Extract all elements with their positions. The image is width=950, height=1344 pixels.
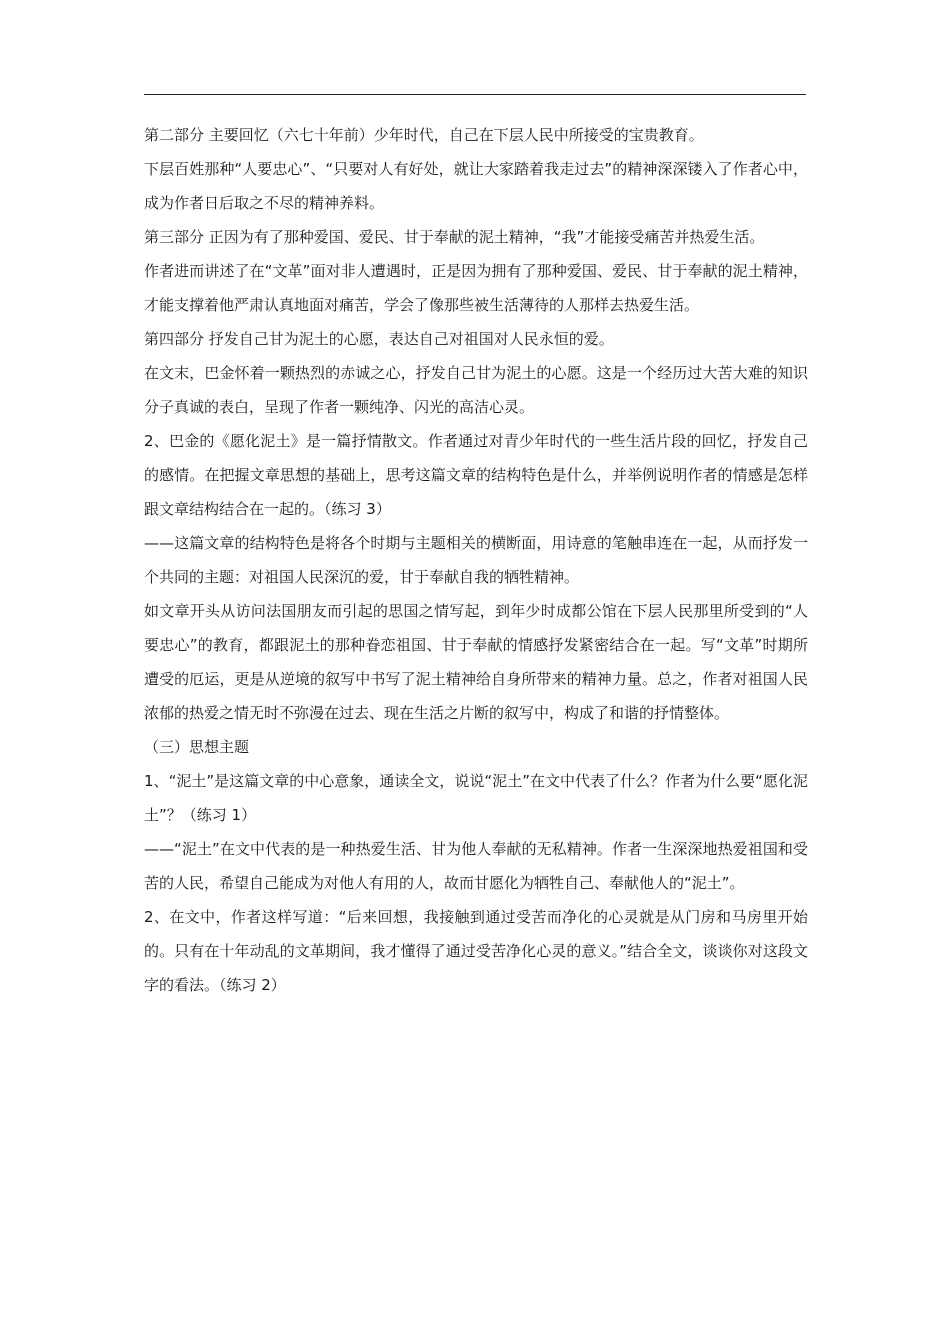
paragraph-part-four: 第四部分 抒发自己甘为泥土的心愿，表达自己对祖国对人民永恒的爱。 bbox=[144, 330, 614, 348]
section-heading-theme: （三）思想主题 bbox=[144, 738, 250, 756]
question-2: 2、巴金的《愿化泥土》是一篇抒情散文。作者通过对青少年时代的一些生活片段的回忆，抒发自己的感情。在把握文章思想的基础上，思考这篇文章的结构特色是什么，并举例说明作者的情感是怎样跟文章结构结合在一起的。（练习 3） bbox=[144, 432, 808, 518]
paragraph: 如文章开头从访问法国朋友而引起的思国之情写起，到年少时成都公馆在下层人民那里所受到的“人要忠心”的教育，都跟泥土的那种眷恋祖国、甘于奉献的情感抒发紧密结合在一起。写“文革”时期所遭受的厄运，更是从逆境的叙写中书写了泥土精神给自身所带来的精神力量。总之，作者对祖国人民浓郁的热爱之情无时不弥漫在过去、现在生活之片断的叙写中，构成了和谐的抒情整体。 bbox=[144, 602, 808, 722]
answer-2: ——这篇文章的结构特色是将各个时期与主题相关的横断面，用诗意的笔触串连在一起，从而抒发一个共同的主题：对祖国人民深沉的爱，甘于奉献自我的牺牲精神。 bbox=[144, 534, 808, 586]
paragraph: 作者进而讲述了在“文革”面对非人遭遇时，正是因为拥有了那种爱国、爱民、甘于奉献的泥土精神，才能支撑着他严肃认真地面对痛苦，学会了像那些被生活薄待的人那样去热爱生活。 bbox=[144, 262, 808, 314]
paragraph-part-three: 第三部分 正因为有了那种爱国、爱民、甘于奉献的泥土精神，“我”才能接受痛苦并热爱生活。 bbox=[144, 228, 765, 246]
answer-1: ——“泥土”在文中代表的是一种热爱生活、甘为他人奉献的无私精神。作者一生深深地热爱祖国和受苦的人民，希望自己能成为对他人有用的人，故而甘愿化为牺牲自己、奉献他人的“泥土”。 bbox=[144, 840, 808, 892]
paragraph: 在文末，巴金怀着一颗热烈的赤诚之心，抒发自己甘为泥土的心愿。这是一个经历过大苦大难的知识分子真诚的表白，呈现了作者一颗纯净、闪光的高洁心灵。 bbox=[144, 364, 808, 416]
question-2-theme: 2、在文中，作者这样写道：“后来回想，我接触到通过受苦而净化的心灵就是从门房和马房里开始的。只有在十年动乱的文革期间，我才懂得了通过受苦净化心灵的意义。”结合全文，谈谈你对这段文字的看法。（练习 2） bbox=[144, 908, 808, 994]
paragraph-part-two: 第二部分 主要回忆（六七十年前）少年时代，自己在下层人民中所接受的宝贵教育。 bbox=[144, 126, 704, 144]
header-rule bbox=[144, 94, 806, 95]
document-body bbox=[144, 118, 808, 1002]
paragraph: 下层百姓那种“人要忠心”、“只要对人有好处，就让大家踏着我走过去”的精神深深镂入了作者心中，成为作者日后取之不尽的精神养料。 bbox=[144, 160, 808, 212]
question-1: 1、“泥土”是这篇文章的中心意象，通读全文，说说“泥土”在文中代表了什么？作者为什么要“愿化泥土”？（练习 1） bbox=[144, 772, 808, 824]
